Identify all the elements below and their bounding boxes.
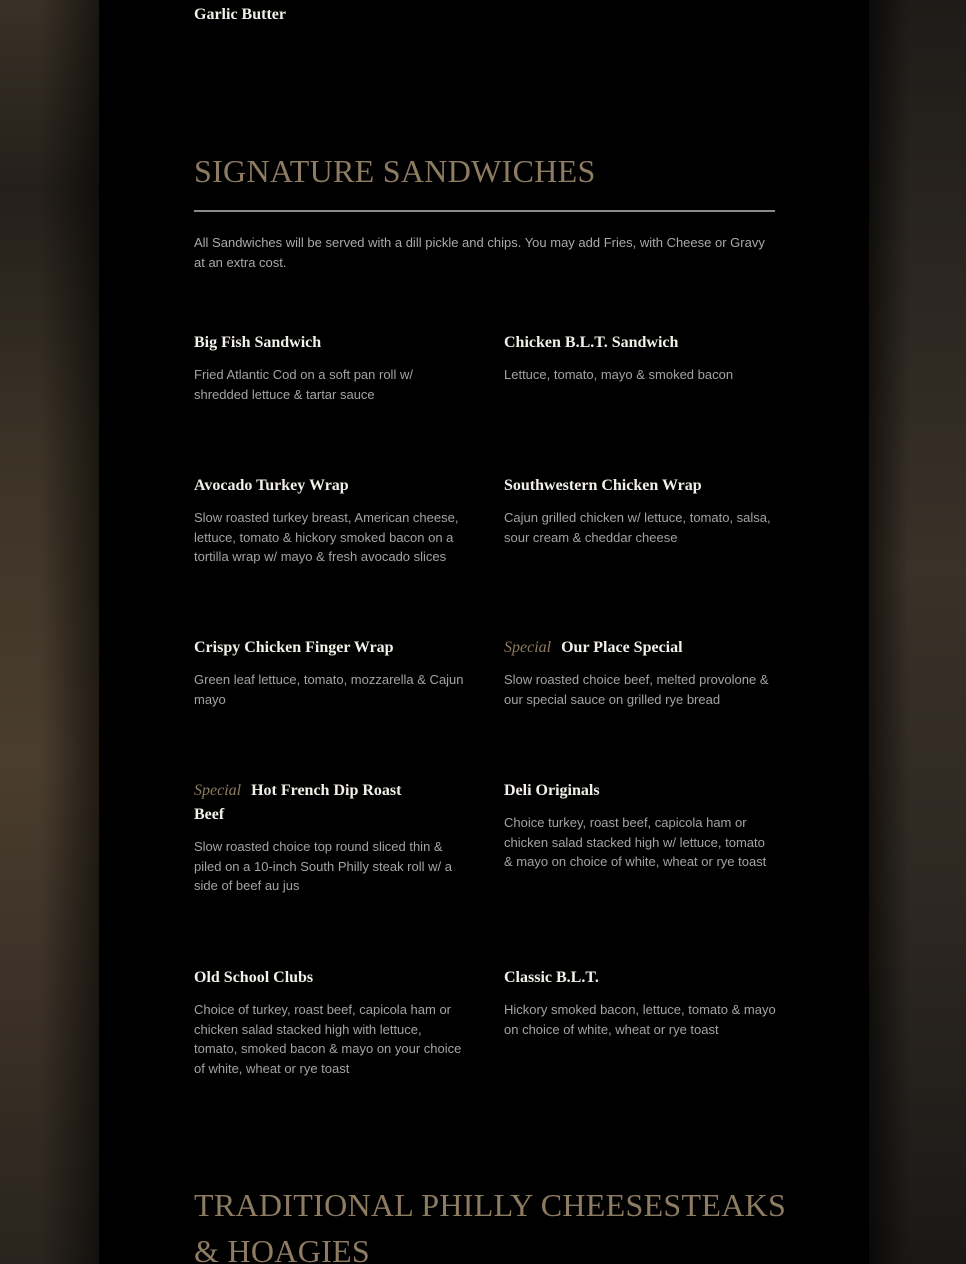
menu-item [504, 474, 776, 547]
menu-item-name: Special Our Place Special [504, 639, 683, 656]
section-title: SIGNATURE SANDWICHES [194, 153, 596, 189]
menu-item [194, 966, 466, 1078]
special-badge: Special [194, 782, 242, 799]
menu-item [504, 966, 776, 1039]
menu-item-description: Green leaf lettuce, tomato, mozzarella & Cajun mayo [194, 672, 464, 707]
menu-item [504, 779, 776, 872]
section-intro: All Sandwiches will be served with a dill pickle and chips. You may add Fries, with Cheese or Gravy at an extra cost. [194, 235, 765, 270]
background-right [869, 0, 966, 1264]
menu-item-description: Cajun grilled chicken w/ lettuce, tomato, salsa, sour cream & cheddar cheese [504, 510, 771, 545]
menu-item-name: Classic B.L.T. [504, 969, 599, 986]
menu-item [504, 331, 776, 385]
menu-item-description: Fried Atlantic Cod on a soft pan roll w/ shredded lettuce & tartar sauce [194, 367, 413, 402]
menu-item [194, 331, 466, 404]
menu-item [194, 779, 452, 896]
menu-item [194, 636, 466, 709]
menu-item-name: Avocado Turkey Wrap [194, 477, 349, 494]
menu-item [194, 474, 466, 567]
menu-item [504, 636, 776, 709]
menu-item-description: Choice turkey, roast beef, capicola ham or chicken salad stacked high w/ lettuce, tomato & mayo on choice of white, wheat or rye toast [504, 815, 767, 869]
menu-item-description: Lettuce, tomato, mayo & smoked bacon [504, 367, 734, 382]
previous-item-name: Garlic Butter [194, 6, 286, 23]
menu-item-name: Special Hot French Dip Roast Beef [194, 782, 402, 823]
menu-item-description: Slow roasted choice top round sliced thin & piled on a 10-inch South Philly steak roll w/ a side of beef au jus [194, 839, 452, 893]
background-left [0, 0, 99, 1264]
menu-item-name: Deli Originals [504, 782, 600, 799]
next-section-title: TRADITIONAL PHILLY CHEESESTEAKS & HOAGIES [194, 1187, 787, 1264]
menu-item-name: Crispy Chicken Finger Wrap [194, 639, 394, 656]
menu-item-description: Hickory smoked bacon, lettuce, tomato & mayo on choice of white, wheat or rye toast [504, 1002, 776, 1037]
special-badge: Special [504, 639, 552, 656]
menu-item-name: Southwestern Chicken Wrap [504, 477, 702, 494]
menu-item-description: Slow roasted turkey breast, American cheese, lettuce, tomato & hickory smoked bacon on a tortilla wrap w/ mayo & fresh avocado slices [194, 510, 459, 564]
menu-item-description: Slow roasted choice beef, melted provolone & our special sauce on grilled rye bread [504, 672, 769, 707]
menu-item-name: Big Fish Sandwich [194, 334, 322, 351]
menu-item-description: Choice of turkey, roast beef, capicola ham or chicken salad stacked high with lettuce, tomato, smoked bacon & mayo on your choice of white, wheat or rye toast [194, 1002, 462, 1076]
menu-item-name: Old School Clubs [194, 969, 314, 986]
section-divider [194, 210, 775, 212]
menu-item-name: Chicken B.L.T. Sandwich [504, 334, 679, 351]
